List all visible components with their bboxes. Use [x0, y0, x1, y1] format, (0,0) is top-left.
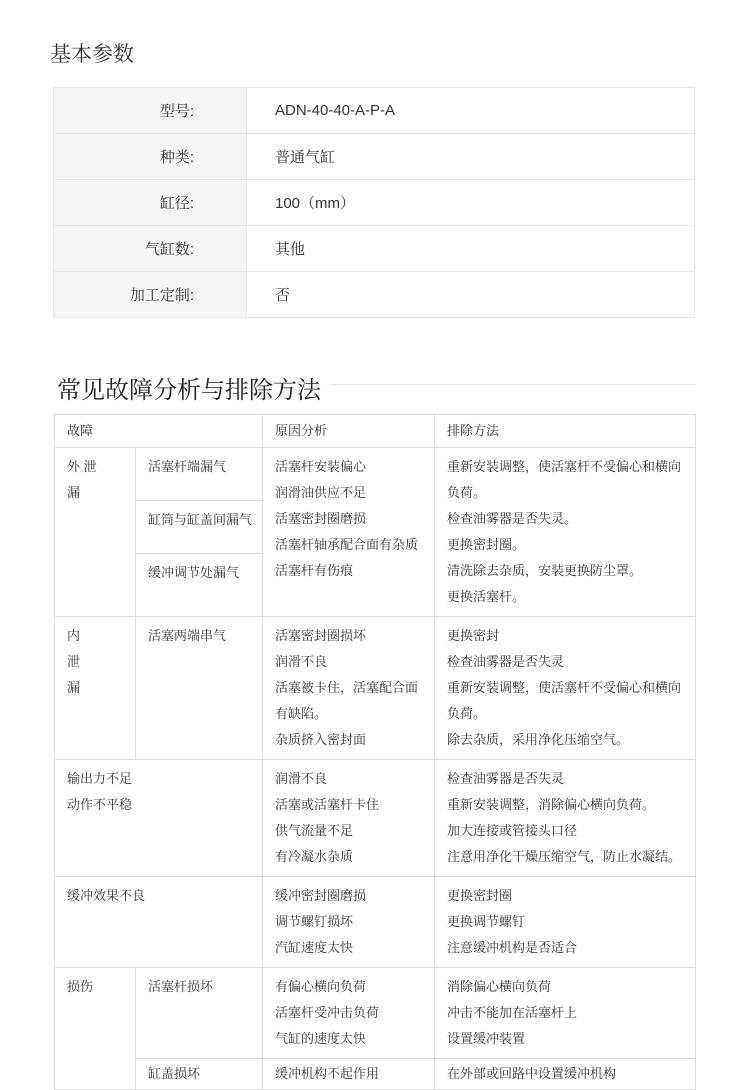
fault-sub: 活塞杆损坏 — [136, 968, 263, 1059]
table-row — [55, 448, 696, 501]
header-cause: 原因分析 — [263, 415, 435, 448]
cause-cell: 缓冲密封圈磨损 调节螺钉损坏 汽缸速度太快 — [263, 877, 435, 968]
fault-category: 外 泄 漏 — [55, 448, 136, 617]
basic-params-title: 基本参数 — [50, 43, 134, 66]
table-row — [55, 877, 696, 968]
fix-cell: 更换密封圈 更换调节螺钉 注意缓冲机构是否适合 — [435, 877, 696, 968]
param-value: 普通气缸 — [247, 134, 695, 180]
param-label: 气缸数: — [54, 226, 247, 272]
basic-params-table — [53, 87, 695, 318]
param-value: ADN-40-40-A-P-A — [247, 88, 695, 134]
param-label: 加工定制: — [54, 272, 247, 318]
cause-cell: 润滑不良 活塞或活塞杆卡住 供气流量不足 有冷凝水杂质 — [263, 760, 435, 877]
fault-cell: 缓冲效果不良 — [55, 877, 263, 968]
cause-cell: 缓冲机构不起作用 — [263, 1059, 435, 1090]
table-row — [55, 1059, 696, 1090]
fault-sub: 活塞杆端漏气 — [136, 448, 263, 501]
table-header-row — [55, 415, 696, 448]
param-row — [54, 134, 695, 180]
table-row — [55, 760, 696, 877]
table-row — [55, 617, 696, 760]
param-row — [54, 226, 695, 272]
table-row — [55, 968, 696, 1059]
param-label: 缸径: — [54, 180, 247, 226]
fault-cell: 输出力不足 动作不平稳 — [55, 760, 263, 877]
cause-cell: 活塞密封圈损坏 润滑不良 活塞被卡住，活塞配合面 有缺陷。 杂质挤入密封面 — [263, 617, 435, 760]
fault-sub: 活塞两端串气 — [136, 617, 263, 760]
param-label: 种类: — [54, 134, 247, 180]
fix-cell: 消除偏心横向负荷 冲击不能加在活塞杆上 设置缓冲装置 — [435, 968, 696, 1059]
fault-sub: 缓冲调节处漏气 — [136, 554, 263, 617]
header-fix: 排除方法 — [435, 415, 696, 448]
fault-category: 损伤 — [55, 968, 136, 1090]
param-value: 否 — [247, 272, 695, 318]
param-row — [54, 272, 695, 318]
cause-cell: 有偏心横向负荷 活塞杆受冲击负荷 气缸的速度太快 — [263, 968, 435, 1059]
fix-cell: 更换密封 检查油雾器是否失灵 重新安装调整，使活塞杆不受偏心和横向 负荷。 除去杂质，采用净化压缩空气。 — [435, 617, 696, 760]
fix-cell: 在外部或回路中设置缓冲机构 — [435, 1059, 696, 1090]
param-row — [54, 88, 695, 134]
header-fault: 故障 — [55, 415, 263, 448]
param-value: 100（mm） — [247, 180, 695, 226]
fault-category: 内 泄 漏 — [55, 617, 136, 760]
param-value: 其他 — [247, 226, 695, 272]
param-row — [54, 180, 695, 226]
fix-cell: 重新安装调整，使活塞杆不受偏心和横向 负荷。 检查油雾器是否失灵。 更换密封圈。 清洗除去杂质，安装更换防尘罩。 更换活塞杆。 — [435, 448, 696, 617]
fix-cell: 检查油雾器是否失灵 重新安装调整，消除偏心横向负荷。 加大连接或管接头口径 注意用净化干燥压缩空气，防止水凝结。 — [435, 760, 696, 877]
cause-cell: 活塞杆安装偏心 润滑油供应不足 活塞密封圈磨损 活塞杆轴承配合面有杂质 活塞杆有伤痕 — [263, 448, 435, 617]
param-label: 型号: — [54, 88, 247, 134]
fault-sub: 缸筒与缸盖间漏气 — [136, 501, 263, 554]
faults-table — [54, 414, 696, 1090]
faults-title: 常见故障分析与排除方法 — [57, 370, 331, 405]
fault-sub: 缸盖损坏 — [136, 1059, 263, 1090]
